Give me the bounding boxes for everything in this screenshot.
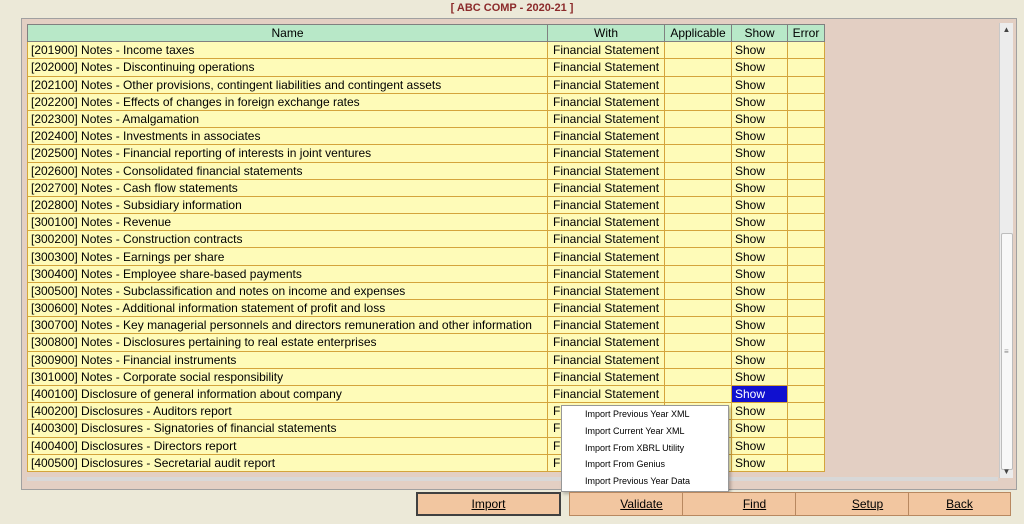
with-cell[interactable]: F — [548, 420, 665, 437]
horizontal-scrollbar[interactable] — [27, 477, 998, 481]
menu-item-import-previous-year-xml[interactable]: Import Previous Year XML — [585, 409, 690, 419]
show-cell[interactable]: Show — [732, 76, 788, 93]
show-cell[interactable]: Show — [732, 317, 788, 334]
table-row[interactable] — [28, 179, 825, 196]
error-cell[interactable] — [788, 437, 825, 454]
with-cell[interactable]: Financial Statement — [548, 265, 665, 282]
name-cell[interactable]: [202400] Notes - Investments in associates — [28, 128, 548, 145]
show-cell[interactable]: Show — [732, 248, 788, 265]
table-row[interactable] — [28, 196, 825, 213]
with-cell[interactable]: Financial Statement — [548, 214, 665, 231]
applicable-cell[interactable] — [665, 110, 732, 127]
name-cell[interactable]: [202100] Notes - Other provisions, contingent liabilities and contingent assets — [28, 76, 548, 93]
setup-button[interactable]: Setup — [795, 492, 940, 516]
with-cell[interactable]: Financial Statement — [548, 162, 665, 179]
error-cell[interactable] — [788, 93, 825, 110]
applicable-cell[interactable] — [665, 317, 732, 334]
show-cell[interactable]: Show — [732, 196, 788, 213]
error-cell[interactable] — [788, 334, 825, 351]
with-cell[interactable]: Financial Statement — [548, 368, 665, 385]
show-cell[interactable]: Show — [732, 93, 788, 110]
show-cell[interactable]: Show — [732, 145, 788, 162]
with-cell[interactable]: Financial Statement — [548, 179, 665, 196]
with-cell[interactable]: F — [548, 403, 665, 420]
table-row[interactable] — [28, 231, 825, 248]
error-cell[interactable] — [788, 248, 825, 265]
table-row[interactable] — [28, 59, 825, 76]
name-cell[interactable]: [202300] Notes - Amalgamation — [28, 110, 548, 127]
show-cell[interactable]: Show — [732, 265, 788, 282]
menu-item-import-previous-year-data[interactable]: Import Previous Year Data — [585, 476, 691, 487]
grid-header-row — [28, 25, 825, 42]
error-cell[interactable] — [788, 128, 825, 145]
applicable-cell[interactable] — [665, 42, 732, 59]
import-button[interactable]: Import — [416, 492, 561, 516]
with-cell[interactable]: Financial Statement — [548, 59, 665, 76]
with-cell[interactable]: Financial Statement — [548, 93, 665, 110]
show-cell[interactable]: Show — [732, 110, 788, 127]
column-header-show[interactable]: Show — [732, 25, 788, 42]
name-cell[interactable]: [400200] Disclosures - Auditors report — [28, 403, 548, 420]
show-cell[interactable]: Show — [732, 300, 788, 317]
error-cell[interactable] — [788, 317, 825, 334]
name-cell[interactable]: [300800] Notes - Disclosures pertaining to real estate enterprises — [28, 334, 548, 351]
error-cell[interactable] — [788, 403, 825, 420]
table-row[interactable] — [28, 214, 825, 231]
applicable-cell[interactable] — [665, 231, 732, 248]
show-cell[interactable]: Show — [732, 420, 788, 437]
table-row[interactable] — [28, 282, 825, 299]
with-cell[interactable]: Financial Statement — [548, 248, 665, 265]
vertical-scrollbar[interactable] — [999, 23, 1013, 478]
show-cell[interactable]: Show — [732, 351, 788, 368]
error-cell[interactable] — [788, 42, 825, 59]
name-cell[interactable]: [202000] Notes - Discontinuing operations — [28, 59, 548, 76]
scroll-up-arrow-icon[interactable]: ▲ — [1002, 25, 1011, 34]
table-row[interactable] — [28, 368, 825, 385]
show-cell[interactable]: Show — [732, 437, 788, 454]
error-cell[interactable] — [788, 420, 825, 437]
show-cell[interactable]: Show — [732, 162, 788, 179]
applicable-cell[interactable] — [665, 282, 732, 299]
name-cell[interactable]: [400100] Disclosure of general information about company — [28, 385, 548, 402]
applicable-cell[interactable] — [665, 334, 732, 351]
error-cell[interactable] — [788, 59, 825, 76]
window-title: [ ABC COMP - 2020-21 ] — [450, 2, 574, 14]
name-cell[interactable]: [300700] Notes - Key managerial personnels and directors remuneration and other information — [28, 317, 548, 334]
table-row[interactable] — [28, 265, 825, 282]
menu-item-import-current-year-xml[interactable]: Import Current Year XML — [585, 425, 685, 436]
table-row[interactable] — [28, 162, 825, 179]
import-context-menu — [561, 405, 729, 492]
with-cell[interactable]: Financial Statement — [548, 196, 665, 213]
scrollbar-grip-icon: ≡ — [1004, 347, 1009, 356]
error-cell[interactable] — [788, 196, 825, 213]
name-cell[interactable]: [202500] Notes - Financial reporting of interests in joint ventures — [28, 145, 548, 162]
menu-item-import-from-xbrl-utility[interactable]: Import From XBRL Utility — [585, 442, 685, 453]
show-cell[interactable]: Show — [732, 179, 788, 196]
error-cell[interactable] — [788, 76, 825, 93]
name-cell[interactable]: [202700] Notes - Cash flow statements — [28, 179, 548, 196]
column-header-applicable[interactable]: Applicable — [665, 25, 732, 42]
table-row[interactable] — [28, 385, 825, 402]
show-cell[interactable]: Show — [732, 403, 788, 420]
validate-button[interactable]: Validate — [569, 492, 714, 516]
applicable-cell[interactable] — [665, 351, 732, 368]
applicable-cell[interactable] — [665, 179, 732, 196]
with-cell[interactable]: Financial Statement — [548, 128, 665, 145]
column-header-name[interactable]: Name — [28, 25, 548, 42]
with-cell[interactable]: Financial Statement — [548, 76, 665, 93]
applicable-cell[interactable] — [665, 385, 732, 402]
name-cell[interactable]: [301000] Notes - Corporate social responsibility — [28, 368, 548, 385]
table-row[interactable] — [28, 317, 825, 334]
error-cell[interactable] — [788, 351, 825, 368]
applicable-cell[interactable] — [665, 265, 732, 282]
name-cell[interactable]: [400400] Disclosures - Directors report — [28, 437, 548, 454]
name-cell[interactable]: [300300] Notes - Earnings per share — [28, 248, 548, 265]
show-cell[interactable]: Show — [732, 385, 788, 402]
table-row[interactable] — [28, 351, 825, 368]
error-cell[interactable] — [788, 282, 825, 299]
table-row[interactable] — [28, 145, 825, 162]
column-header-with[interactable]: With — [548, 25, 665, 42]
applicable-cell[interactable] — [665, 248, 732, 265]
table-row[interactable] — [28, 42, 825, 59]
show-cell[interactable]: Show — [732, 454, 788, 471]
name-cell[interactable]: [300500] Notes - Subclassification and notes on income and expenses — [28, 282, 548, 299]
show-cell[interactable]: Show — [732, 214, 788, 231]
grid-panel — [21, 18, 1017, 490]
with-cell[interactable]: Financial Statement — [548, 334, 665, 351]
show-cell[interactable]: Show — [732, 334, 788, 351]
column-header-error[interactable]: Error — [788, 25, 825, 42]
table-row[interactable] — [28, 334, 825, 351]
error-cell[interactable] — [788, 300, 825, 317]
with-cell[interactable]: Financial Statement — [548, 110, 665, 127]
show-cell[interactable]: Show — [732, 368, 788, 385]
applicable-cell[interactable] — [665, 214, 732, 231]
name-cell[interactable]: [202800] Notes - Subsidiary information — [28, 196, 548, 213]
menu-item-import-from-genius[interactable]: Import From Genius — [585, 459, 666, 470]
applicable-cell[interactable] — [665, 128, 732, 145]
with-cell[interactable]: Financial Statement — [548, 145, 665, 162]
table-row[interactable] — [28, 300, 825, 317]
applicable-cell[interactable] — [665, 76, 732, 93]
name-cell[interactable]: [300600] Notes - Additional information statement of profit and loss — [28, 300, 548, 317]
error-cell[interactable] — [788, 162, 825, 179]
applicable-cell[interactable] — [665, 145, 732, 162]
name-cell[interactable]: [202600] Notes - Consolidated financial statements — [28, 162, 548, 179]
scrollbar-thumb[interactable] — [1001, 233, 1013, 470]
applicable-cell[interactable] — [665, 368, 732, 385]
with-cell[interactable]: Financial Statement — [548, 42, 665, 59]
error-cell[interactable] — [788, 145, 825, 162]
error-cell[interactable] — [788, 454, 825, 471]
applicable-cell[interactable] — [665, 162, 732, 179]
table-row[interactable] — [28, 128, 825, 145]
with-cell[interactable]: Financial Statement — [548, 317, 665, 334]
with-cell[interactable]: Financial Statement — [548, 300, 665, 317]
back-button[interactable]: Back — [908, 492, 1011, 516]
show-cell[interactable]: Show — [732, 282, 788, 299]
with-cell[interactable]: Financial Statement — [548, 231, 665, 248]
name-cell[interactable]: [400500] Disclosures - Secretarial audit report — [28, 454, 548, 471]
name-cell[interactable]: [300200] Notes - Construction contracts — [28, 231, 548, 248]
name-cell[interactable]: [201900] Notes - Income taxes — [28, 42, 548, 59]
with-cell[interactable]: F — [548, 454, 665, 471]
error-cell[interactable] — [788, 110, 825, 127]
error-cell[interactable] — [788, 385, 825, 402]
show-cell[interactable]: Show — [732, 231, 788, 248]
table-row[interactable] — [28, 110, 825, 127]
show-cell[interactable]: Show — [732, 42, 788, 59]
name-cell[interactable]: [300100] Notes - Revenue — [28, 214, 548, 231]
applicable-cell[interactable] — [665, 300, 732, 317]
name-cell[interactable]: [400300] Disclosures - Signatories of financial statements — [28, 420, 548, 437]
show-cell[interactable]: Show — [732, 59, 788, 76]
applicable-cell[interactable] — [665, 196, 732, 213]
error-cell[interactable] — [788, 214, 825, 231]
with-cell[interactable]: Financial Statement — [548, 385, 665, 402]
name-cell[interactable]: [300400] Notes - Employee share-based payments — [28, 265, 548, 282]
find-button[interactable]: Find — [682, 492, 827, 516]
error-cell[interactable] — [788, 265, 825, 282]
scroll-down-arrow-icon[interactable]: ▼ — [1002, 467, 1011, 476]
applicable-cell[interactable] — [665, 93, 732, 110]
with-cell[interactable]: Financial Statement — [548, 351, 665, 368]
with-cell[interactable]: F — [548, 437, 665, 454]
error-cell[interactable] — [788, 368, 825, 385]
with-cell[interactable]: Financial Statement — [548, 282, 665, 299]
error-cell[interactable] — [788, 179, 825, 196]
table-row[interactable] — [28, 93, 825, 110]
name-cell[interactable]: [300900] Notes - Financial instruments — [28, 351, 548, 368]
table-row[interactable] — [28, 76, 825, 93]
table-row[interactable] — [28, 248, 825, 265]
name-cell[interactable]: [202200] Notes - Effects of changes in foreign exchange rates — [28, 93, 548, 110]
error-cell[interactable] — [788, 231, 825, 248]
applicable-cell[interactable] — [665, 59, 732, 76]
show-cell[interactable]: Show — [732, 128, 788, 145]
